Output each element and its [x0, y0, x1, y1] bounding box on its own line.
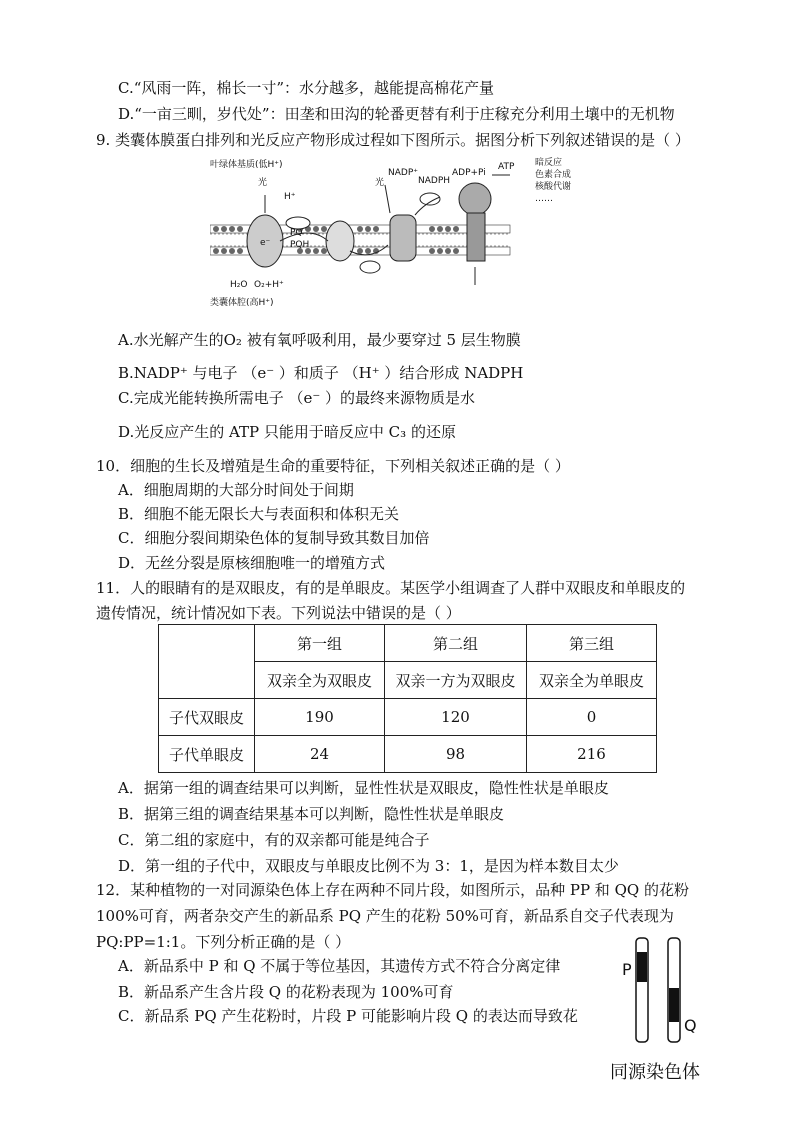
table-parent-cell: 双亲全为双眼皮 [255, 662, 385, 699]
q11-option-a: A．据第一组的调查结果可以判断，显性性状是双眼皮，隐性性状是单眼皮 [118, 779, 609, 797]
o2-label: O₂+H⁺ [254, 280, 284, 290]
electron-label: e⁻ [260, 238, 271, 248]
q12-stem-line1: 12．某种植物的一对同源染色体上存在两种不同片段，如图所示，品种 PP 和 QQ 的花粉 [96, 881, 689, 899]
atp-synthase-head [459, 183, 491, 215]
table-parent-cell: 双亲全为单眼皮 [527, 662, 657, 699]
atp-synthase-channel [467, 213, 485, 261]
stroma-label: 叶绿体基质(低H⁺) [210, 160, 283, 170]
dark-reaction-label: 暗反应 [535, 158, 563, 168]
q12-stem-line3: PQ:PP=1:1。下列分析正确的是（ ） [96, 933, 351, 951]
q11-stem-line1: 11．人的眼睛有的是双眼皮，有的是单眼皮。某医学小组调查了人群中双眼皮和单眼皮的 [96, 579, 686, 597]
q9-option-c: C.完成光能转换所需电子 （e⁻ ）的最终来源物质是水 [118, 389, 476, 407]
pigment-label: 色素合成 [535, 170, 572, 180]
light-label-2: 光 [375, 178, 385, 188]
q10-option-c: C．细胞分裂间期染色体的复制导致其数目加倍 [118, 529, 430, 547]
table-row-label: 子代双眼皮 [159, 699, 255, 736]
q9-option-b: B.NADP⁺ 与电子 （e⁻ ）和质子 （H⁺ ）结合形成 NADPH [118, 364, 524, 382]
cytochrome-complex [326, 221, 354, 261]
segment-p [637, 952, 647, 982]
table-header-cell: 第一组 [255, 625, 385, 662]
q11-stem-line2: 遗传情况，统计情况如下表。下列说法中错误的是（ ） [96, 604, 461, 622]
q11-option-b: B．据第三组的调查结果基本可以判断，隐性性状是单眼皮 [118, 805, 505, 823]
table-header-cell: 第二组 [385, 625, 527, 662]
pq-label: PQ [290, 228, 303, 238]
h-plus-label: H⁺ [284, 192, 296, 202]
q8-option-d: D.“一亩三甽，岁代处”：田垄和田沟的轮番更替有利于庄稼充分利用土壤中的无机物 [118, 105, 675, 123]
nadp-label: NADP⁺ [388, 168, 418, 178]
q10-option-a: A．细胞周期的大部分时间处于间期 [118, 481, 354, 499]
light-label-1: 光 [258, 178, 268, 188]
atp-label: ATP [498, 162, 515, 172]
segment-q [669, 988, 679, 1022]
q12-option-b: B．新品系产生含片段 Q 的花粉表现为 100%可育 [118, 983, 454, 1001]
table-cell: 0 [527, 699, 657, 736]
nadph-label: NADPH [418, 176, 451, 186]
figure-caption: 同源染色体 [610, 1062, 700, 1083]
table-row-label: 子代单眼皮 [159, 736, 255, 773]
adp-label: ADP+Pi [452, 168, 486, 178]
thylakoid-membrane-diagram [210, 155, 590, 315]
h2o-label: H₂O [230, 280, 248, 290]
table-corner-cell [159, 625, 255, 699]
q8-option-c: C.“风雨一阵，棉长一寸”：水分越多，越能提高棉花产量 [118, 79, 495, 97]
eyelid-table [158, 624, 657, 773]
q12-option-a: A．新品系中 P 和 Q 不属于等位基因，其遗传方式不符合分离定律 [118, 957, 561, 975]
table-cell: 98 [385, 736, 527, 773]
homologous-chromosome-figure [600, 930, 730, 1090]
q12-option-c: C．新品系 PQ 产生花粉时，片段 P 可能影响片段 Q 的表达而导致花 [118, 1007, 578, 1025]
photosystem-i [390, 215, 416, 261]
q10-stem: 10．细胞的生长及增殖是生命的重要特征，下列相关叙述正确的是（ ） [96, 457, 570, 475]
table-cell: 216 [527, 736, 657, 773]
label-q: Q [684, 1016, 697, 1035]
q10-option-d: D．无丝分裂是原核细胞唯一的增殖方式 [118, 554, 386, 572]
ferredoxin [420, 193, 440, 205]
lumen-label: 类囊体腔(高H⁺) [210, 298, 274, 308]
q10-option-b: B．细胞不能无限长大与表面积和体积无关 [118, 505, 400, 523]
plastocyanin [360, 261, 380, 273]
dots-label: …… [535, 194, 553, 204]
table-cell: 190 [255, 699, 385, 736]
table-row [159, 699, 657, 736]
table-cell: 120 [385, 699, 527, 736]
q9-stem: 9. 类囊体膜蛋白排列和光反应产物形成过程如下图所示。据图分析下列叙述错误的是（ ） [96, 131, 690, 149]
table-header-cell: 第三组 [527, 625, 657, 662]
pqh-label: PQH [290, 240, 310, 250]
label-p: P [622, 960, 632, 979]
table-cell: 24 [255, 736, 385, 773]
table-parent-cell: 双亲一方为双眼皮 [385, 662, 527, 699]
q11-option-c: C．第二组的家庭中，有的双亲都可能是纯合子 [118, 831, 430, 849]
q11-option-d: D．第一组的子代中，双眼皮与单眼皮比例不为 3：1，是因为样本数目太少 [118, 857, 619, 875]
table-row [159, 736, 657, 773]
q12-stem-line2: 100%可育，两者杂交产生的新品系 PQ 产生的花粉 50%可育，新品系自交子代表现为 [96, 907, 674, 925]
nucleic-label: 核酸代谢 [535, 182, 572, 192]
q9-option-d: D.光反应产生的 ATP 只能用于暗反应中 C₃ 的还原 [118, 423, 456, 441]
table-row [159, 625, 657, 662]
q9-option-a: A.水光解产生的O₂ 被有氧呼吸利用，最少要穿过 5 层生物膜 [118, 331, 521, 349]
